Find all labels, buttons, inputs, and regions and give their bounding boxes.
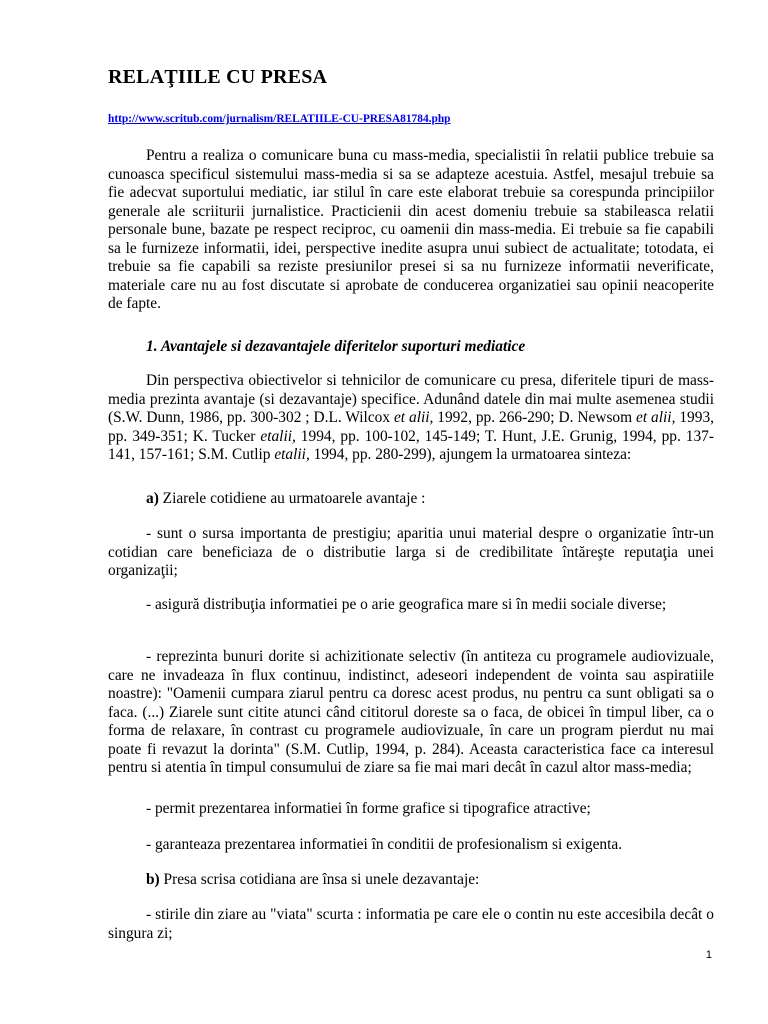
- page-number: 1: [705, 949, 712, 961]
- section-heading: 1. Avantajele si dezavantajele diferitelor suporturi mediatice: [146, 338, 526, 355]
- synthesis-text-2: 1992, pp. 266-290; D. Newsom: [433, 409, 637, 426]
- subsection-a: [108, 490, 714, 509]
- synthesis-text-3: 1993, pp. 349-351; K. Tucker: [108, 409, 714, 445]
- synthesis-text-4: 1994, pp. 100-102, 145-149; T. Hunt, J.E. Grunig, 1994, pp. 137-141, 157-161; S.M. Cutlip: [108, 427, 714, 463]
- subsection-a-text: Ziarele cotidiene au urmatoarele avantaje :: [158, 490, 426, 507]
- subsection-b: [108, 871, 714, 890]
- document-title: RELAŢIILE CU PRESA: [108, 66, 328, 88]
- synthesis-emphasis-4: etalii,: [274, 446, 310, 463]
- synthesis-text-1: Din perspectiva obiectivelor si tehnicilor de comunicare cu presa, diferitele tipuri de mass-media prezinta avantaje (si dezavantaje) specifice. Adunând datele din mai multe asemenea studii (S.W. Dunn, 1986, pp. 300-302 ; D.L. Wilcox: [108, 372, 714, 426]
- list-item: - garanteaza prezentarea informatiei în conditii de profesionalism si exigenta.: [146, 836, 623, 853]
- list-item: - reprezinta bunuri dorite si achizitionate selectiv (în antiteza cu programele audiovizuale, care ne invadeaza în flux continuu, indistinct, adeseori independent de vointa sau aspiratiile noastre): "Oamenii cumpara ziarul pentru ca doresc acest produs, nu pentru ca sunt obligati sa o faca. (...) Ziarele sunt citite atunci când cititorul doreste sa o faca, de obicei în timpul liber, ca o forma de relaxare, în contrast cu programele audiovizuale, în care un program pierdut nu mai poate fi revazut la dorinta" (S.M. Cutlip, 1994, p. 284). Aceasta caracteristica face ca interesul pentru si atentia în timpul consumului de ziare sa fie mai mari decât în cazul altor mass-media;: [108, 648, 714, 776]
- subsection-a-marker: a): [146, 490, 159, 507]
- list-item: - permit prezentarea informatiei în forme grafice si tipografice atractive;: [146, 800, 591, 817]
- intro-paragraph: Pentru a realiza o comunicare buna cu mass-media, specialistii în relatii publice trebuie sa cunoasca specificul sistemului mass-media si sa se adapteze acestuia. Astfel, mesajul trebuie sa fie adecvat suportului mediatic, iar stilul în care este elaborat trebuie sa corespunda principiilor generale ale scriiturii jurnalistice. Practicienii din acest domeniu trebuie sa stabileasca relatii personale bune, bazate pe respect reciproc, cu oamenii din mass-media. Ei trebuie sa fie capabili sa le furnizeze informatii, idei, perspective inedite asupra unui subiect de actualitate; totodata, ei trebuie sa fie capabili sa reziste presiunilor presei si sa nu furnizeze informatii neverificate, materiale care nu au fost discutate si aprobate de conducerea organizatiei sau opinii neacoperite de fapte.: [108, 147, 714, 312]
- synthesis-text-5: 1994, pp. 280-299), ajungem la urmatoarea sinteza:: [309, 446, 632, 463]
- list-item: - asigură distribuţia informatiei pe o arie geografica mare si în medii sociale diverse;: [146, 596, 667, 613]
- source-link[interactable]: http://www.scritub.com/jurnalism/RELATIILE-CU-PRESA81784.php: [108, 113, 451, 125]
- synthesis-emphasis-1: et alii,: [393, 409, 434, 426]
- subsection-b-marker: b): [146, 871, 160, 888]
- synthesis-emphasis-3: etalii,: [260, 427, 296, 445]
- subsection-b-text: Presa scrisa cotidiana are însa si unele dezavantaje:: [159, 871, 480, 888]
- synthesis-paragraph: [108, 372, 714, 465]
- list-item: - stirile din ziare au "viata" scurta : informatia pe care ele o contin nu este accesibila decât o singura zi;: [108, 906, 714, 942]
- synthesis-emphasis-2: et alii,: [636, 409, 676, 426]
- list-item: - sunt o sursa importanta de prestigiu; aparitia unui material despre o organizatie într-un cotidian care beneficiaza de o distributie larga si de credibilitate întăreşte reputaţia unei organizaţii;: [108, 525, 714, 579]
